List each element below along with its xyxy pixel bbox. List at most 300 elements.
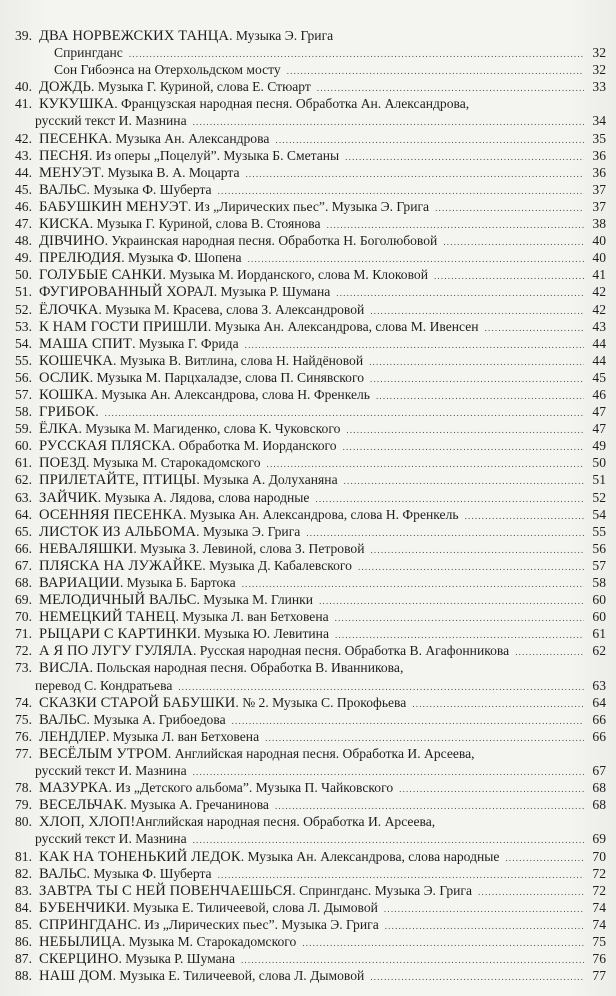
entry-title: СКЕРЦИНО bbox=[39, 951, 119, 968]
table-of-contents bbox=[15, 27, 606, 984]
toc-line bbox=[15, 523, 606, 540]
entry-continuation: русский текст И. Мазнина bbox=[35, 763, 187, 779]
page-number: 33 bbox=[592, 79, 606, 95]
dot-leader bbox=[376, 388, 584, 405]
entry-description: . Музыка Ан. Александрова bbox=[108, 130, 270, 146]
entry-description: . Музыка М. Глинки bbox=[196, 592, 314, 608]
dot-leader bbox=[435, 200, 584, 217]
entry-description: . Музыка М. Парцхаладзе, слова П. Синявского bbox=[89, 369, 365, 385]
toc-entry[interactable] bbox=[15, 779, 606, 796]
toc-line bbox=[15, 471, 606, 488]
entry-number: 51. bbox=[15, 284, 32, 300]
entry-title: КУКУШКА bbox=[39, 96, 115, 113]
toc-entry[interactable] bbox=[15, 659, 606, 693]
entry-number: 48. bbox=[15, 233, 32, 249]
toc-line bbox=[15, 933, 606, 950]
entry-description: . Музыка Ф. Шуберта bbox=[86, 181, 212, 197]
entry-title: А Я ПО ЛУГУ ГУЛЯЛА bbox=[39, 643, 193, 660]
page-number: 63 bbox=[592, 677, 606, 693]
dot-leader bbox=[412, 696, 584, 713]
toc-line bbox=[15, 283, 606, 300]
entry-title: КАК НА ТОНЕНЬКИЙ ЛЕДОК bbox=[39, 848, 241, 865]
toc-entry[interactable] bbox=[15, 283, 606, 300]
entry-title: СКАЗКИ СТАРОЙ БАБУШКИ bbox=[39, 694, 236, 711]
page-number: 67 bbox=[592, 763, 606, 779]
toc-entry[interactable] bbox=[15, 916, 606, 933]
entry-title: СПРИНГДАНС bbox=[39, 916, 138, 933]
entry-number: 86. bbox=[15, 933, 32, 949]
toc-entry[interactable] bbox=[15, 318, 606, 335]
entry-title: ЛЕНДЛЕР bbox=[39, 728, 106, 745]
entry-number: 76. bbox=[15, 728, 32, 744]
entry-number: 68. bbox=[15, 575, 32, 590]
toc-line bbox=[15, 694, 606, 711]
dot-leader bbox=[335, 610, 584, 627]
toc-entry[interactable] bbox=[15, 147, 606, 164]
page-number: 47 bbox=[592, 404, 606, 420]
page-number: 62 bbox=[592, 643, 606, 659]
entry-number: 55. bbox=[15, 352, 32, 368]
entry-description: . Музыка В. Витлина, слова Н. Найдёновой bbox=[113, 352, 364, 368]
entry-title: МЕНУЭТ bbox=[39, 164, 101, 181]
entry-number: 62. bbox=[15, 472, 32, 488]
toc-entry[interactable] bbox=[15, 694, 606, 711]
page-number: 69 bbox=[592, 831, 606, 847]
entry-title: ЁЛКА bbox=[39, 421, 79, 438]
toc-line bbox=[15, 386, 606, 403]
toc-continuation-line bbox=[15, 762, 606, 779]
page-number: 35 bbox=[592, 130, 606, 146]
entry-number: 46. bbox=[15, 198, 32, 214]
entry-description: . Музыка М. Иорданского, слова М. Клоковой bbox=[162, 267, 428, 283]
toc-line bbox=[15, 865, 606, 882]
page-number: 32 bbox=[592, 62, 606, 78]
entry-description: . Музыка А. Грибоедова bbox=[86, 711, 226, 727]
entry-description: . bbox=[95, 404, 99, 420]
toc-entry[interactable] bbox=[15, 471, 606, 488]
toc-entry[interactable] bbox=[15, 249, 606, 266]
page-number: 74 bbox=[592, 916, 606, 932]
entry-description: . Музыка М. Старокадомского bbox=[86, 455, 261, 471]
entry-description: . Музыка М. Магиденко, слова К. Чуковского bbox=[78, 421, 341, 437]
toc-entry[interactable] bbox=[15, 301, 606, 318]
page-number: 44 bbox=[592, 352, 606, 368]
entry-description: . Музыка Г. Куриной, слова Е. Стюарт bbox=[91, 79, 311, 95]
toc-entry[interactable] bbox=[15, 489, 606, 506]
entry-number: 82. bbox=[15, 865, 32, 881]
page-number: 40 bbox=[592, 233, 606, 249]
dot-leader bbox=[358, 559, 584, 576]
entry-title: ЁЛОЧКА bbox=[39, 301, 99, 318]
entry-number: 63. bbox=[15, 489, 32, 505]
toc-line bbox=[15, 301, 606, 318]
entry-title: РЫЦАРИ С КАРТИНКИ bbox=[39, 626, 198, 643]
entry-title: ДОЖДЬ bbox=[39, 79, 92, 96]
entry-description: . Музыка Ан. Александрова, слова Н. Френкель bbox=[182, 506, 459, 522]
entry-title: КОШКА bbox=[39, 386, 95, 403]
entry-number: 43. bbox=[15, 147, 32, 163]
toc-line bbox=[15, 420, 606, 437]
entry-description: . Английская народная песня. Обработка И. Арсеева, bbox=[167, 745, 475, 761]
toc-line bbox=[15, 403, 606, 420]
entry-continuation: перевод С. Кондратьева bbox=[35, 677, 173, 693]
page-number: 72 bbox=[592, 865, 606, 881]
dot-leader bbox=[485, 320, 584, 337]
page-number: 75 bbox=[592, 933, 606, 949]
entry-title: РУССКАЯ ПЛЯСКА bbox=[39, 438, 172, 455]
dot-leader bbox=[346, 422, 584, 439]
dot-leader bbox=[302, 935, 584, 952]
page-number: 66 bbox=[592, 711, 606, 727]
toc-line bbox=[15, 745, 606, 762]
entry-number: 61. bbox=[15, 455, 32, 471]
entry-title: ПЛЯСКА НА ЛУЖАЙКЕ bbox=[39, 557, 203, 574]
entry-title: ОСЛИК bbox=[39, 369, 90, 386]
page-number: 40 bbox=[592, 250, 606, 266]
page-number: 38 bbox=[592, 216, 606, 232]
dot-leader bbox=[370, 371, 584, 388]
toc-entry[interactable] bbox=[15, 557, 606, 574]
page-number: 74 bbox=[592, 899, 606, 915]
entry-number: 65. bbox=[15, 523, 32, 539]
toc-line bbox=[15, 728, 606, 745]
entry-number: 74. bbox=[15, 694, 32, 710]
toc-entry[interactable] bbox=[15, 27, 606, 78]
toc-line bbox=[15, 848, 606, 865]
dot-leader bbox=[399, 781, 584, 798]
entry-number: 79. bbox=[15, 797, 32, 813]
entry-number: 87. bbox=[15, 951, 32, 967]
entry-description: . Музыка З. Левиной, слова З. Петровой bbox=[133, 540, 365, 556]
dot-leader bbox=[319, 593, 584, 610]
dot-leader bbox=[478, 884, 584, 901]
toc-entry[interactable] bbox=[15, 95, 606, 129]
toc-subentry[interactable] bbox=[15, 61, 606, 78]
toc-entry[interactable] bbox=[15, 506, 606, 523]
page-number: 42 bbox=[592, 284, 606, 300]
entry-description: . Музыка Э. Грига bbox=[229, 28, 334, 43]
page-number: 52 bbox=[592, 489, 606, 505]
subentry-title: Сон Гибоэнса на Отерхольдском мосту bbox=[54, 62, 281, 78]
entry-continuation: русский текст И. Мазнина bbox=[35, 831, 187, 847]
page-number: 32 bbox=[592, 45, 606, 61]
toc-line bbox=[15, 198, 606, 215]
entry-title: ВЕСЕЛЬЧАК bbox=[39, 797, 124, 814]
entry-description: . Русская народная песня. Обработка В. Агафонникова bbox=[192, 643, 510, 659]
toc-subentry[interactable] bbox=[15, 44, 606, 61]
entry-title: ЗАЙЧИК bbox=[39, 489, 98, 506]
page-number: 34 bbox=[592, 113, 606, 129]
page-number: 47 bbox=[592, 421, 606, 437]
entry-title: ВАЛЬС bbox=[39, 865, 87, 882]
entry-title: НАШ ДОМ bbox=[39, 968, 113, 985]
toc-line bbox=[15, 642, 606, 659]
entry-description: . № 2. Музыка С. Прокофьева bbox=[235, 694, 407, 710]
entry-description: . Украинская народная песня. Обработка Н. Боголюбовой bbox=[104, 233, 438, 249]
toc-line bbox=[15, 335, 606, 352]
entry-description: . Музыка Г. Куриной, слова В. Стоянова bbox=[89, 216, 321, 232]
entry-number: 75. bbox=[15, 711, 32, 727]
entry-title: ПРЕЛЮДИЯ bbox=[39, 250, 122, 267]
entry-number: 73. bbox=[15, 660, 32, 676]
entry-description: . Музыка Ан. Александрова, слова М. Ивенсен bbox=[207, 318, 479, 334]
toc-entry[interactable] bbox=[15, 796, 606, 813]
entry-number: 53. bbox=[15, 318, 32, 334]
entry-number: 44. bbox=[15, 164, 32, 180]
toc-line bbox=[15, 249, 606, 266]
entry-number: 40. bbox=[15, 79, 32, 95]
toc-entry[interactable] bbox=[15, 232, 606, 249]
entry-description: . Музыка Ю. Левитина bbox=[197, 626, 329, 642]
entry-description: . Из „Лирических пьес”. Музыка Э. Грига bbox=[187, 198, 430, 214]
dot-leader bbox=[245, 166, 584, 183]
entry-description: Английская народная песня. Обработка И. Арсеева, bbox=[135, 814, 436, 830]
toc-continuation-line bbox=[15, 677, 606, 694]
entry-description: . Музыка Е. Тиличеевой, слова Л. Дымовой bbox=[126, 899, 378, 915]
entry-title: ЛИСТОК ИЗ АЛЬБОМА bbox=[39, 523, 197, 540]
entry-title: НЕМЕЦКИЙ ТАНЕЦ bbox=[39, 609, 176, 626]
entry-number: 56. bbox=[15, 369, 32, 385]
entry-description: . Музыка Е. Тиличеевой, слова Л. Дымовой bbox=[112, 968, 365, 984]
toc-entry[interactable] bbox=[15, 78, 606, 95]
entry-number: 50. bbox=[15, 267, 32, 283]
toc-entry[interactable] bbox=[15, 523, 606, 540]
entry-description: . Музыка Ан. Александрова, слова народные bbox=[240, 848, 500, 864]
toc-entry[interactable] bbox=[15, 540, 606, 557]
toc-entry[interactable] bbox=[15, 164, 606, 181]
toc-line bbox=[15, 95, 606, 112]
toc-line bbox=[15, 232, 606, 249]
entry-description: . Музыка А. Гречанинова bbox=[123, 797, 269, 813]
entry-number: 88. bbox=[15, 968, 32, 984]
entry-description: . Музыка Л. ван Бетховена bbox=[105, 728, 260, 744]
dot-leader bbox=[370, 542, 584, 559]
dot-leader bbox=[369, 354, 584, 371]
toc-entry[interactable] bbox=[15, 403, 606, 420]
toc-line bbox=[15, 352, 606, 369]
dot-leader bbox=[515, 644, 584, 661]
page-number: 68 bbox=[592, 780, 606, 796]
entry-number: 84. bbox=[15, 899, 32, 915]
toc-entry[interactable] bbox=[15, 967, 606, 984]
entry-description: . Музыка Г. Фрида bbox=[132, 335, 239, 351]
page-number: 36 bbox=[592, 164, 606, 180]
entry-description: . Музыка Д. Кабалевского bbox=[202, 557, 352, 573]
toc-entry[interactable] bbox=[15, 369, 606, 386]
page-number: 37 bbox=[592, 181, 606, 197]
toc-line bbox=[15, 369, 606, 386]
page-number: 50 bbox=[592, 455, 606, 471]
page-number: 46 bbox=[592, 386, 606, 402]
entry-title: ПЕСЕНКА bbox=[39, 130, 109, 147]
toc-line bbox=[15, 454, 606, 471]
page-number: 66 bbox=[592, 728, 606, 744]
entry-title: ЗАВТРА ТЫ С НЕЙ ПОВЕНЧАЕШЬСЯ bbox=[39, 882, 293, 899]
entry-title: ХЛОП, ХЛОП! bbox=[39, 814, 136, 831]
toc-line bbox=[15, 147, 606, 164]
entry-title: ВИСЛА bbox=[39, 660, 90, 677]
entry-title: ПЕСНЯ bbox=[39, 147, 89, 164]
entry-title: МАША СПИТ bbox=[39, 335, 133, 352]
toc-line bbox=[15, 215, 606, 232]
page-number: 51 bbox=[592, 472, 606, 488]
toc-entry[interactable] bbox=[15, 950, 606, 967]
toc-entry[interactable] bbox=[15, 386, 606, 403]
toc-line bbox=[15, 266, 606, 283]
entry-title: ВЕСЁЛЫМ УТРОМ bbox=[39, 745, 168, 762]
toc-entry[interactable] bbox=[15, 198, 606, 215]
page-number: 55 bbox=[592, 523, 606, 539]
entry-description: . Музыка Р. Шумана bbox=[118, 951, 235, 967]
page-number: 57 bbox=[592, 557, 606, 573]
toc-entry[interactable] bbox=[15, 591, 606, 608]
toc-entry[interactable] bbox=[15, 933, 606, 950]
toc-line bbox=[15, 78, 606, 95]
entry-continuation: русский текст И. Мазнина bbox=[35, 113, 187, 129]
toc-line bbox=[15, 27, 606, 44]
page-number: 60 bbox=[592, 609, 606, 625]
toc-line bbox=[15, 557, 606, 574]
entry-number: 70. bbox=[15, 609, 32, 625]
entry-title: НЕБЫЛИЦА bbox=[39, 933, 122, 950]
entry-number: 41. bbox=[15, 96, 32, 112]
toc-entry[interactable] bbox=[15, 608, 606, 625]
toc-entry[interactable] bbox=[15, 335, 606, 352]
page-number: 37 bbox=[592, 198, 606, 214]
toc-entry[interactable] bbox=[15, 130, 606, 147]
entry-number: 78. bbox=[15, 780, 32, 796]
toc-entry[interactable] bbox=[15, 848, 606, 865]
entry-title: МАЗУРКА bbox=[39, 780, 109, 797]
page-number: 49 bbox=[592, 438, 606, 454]
toc-line bbox=[15, 813, 606, 830]
toc-entry[interactable] bbox=[15, 437, 606, 454]
entry-title: ПРИЛЕТАЙТЕ, ПТИЦЫ bbox=[39, 472, 197, 489]
entry-description: . Музыка Л. ван Бетховена bbox=[175, 609, 329, 625]
entry-title: БАБУШКИН МЕНУЭТ bbox=[39, 198, 188, 215]
toc-line bbox=[15, 796, 606, 813]
entry-description: . Французская народная песня. Обработка Ан. Александрова, bbox=[114, 96, 470, 112]
entry-description: . Спрингданс. Музыка Э. Грига bbox=[292, 882, 473, 898]
entry-title: БУБЕНЧИКИ bbox=[39, 899, 127, 916]
page-number: 45 bbox=[592, 369, 606, 385]
toc-line bbox=[15, 181, 606, 198]
dot-leader bbox=[343, 439, 584, 456]
dot-leader bbox=[443, 234, 584, 251]
dot-leader bbox=[336, 285, 584, 302]
toc-line bbox=[15, 779, 606, 796]
toc-entry[interactable] bbox=[15, 625, 606, 642]
toc-entry[interactable] bbox=[15, 745, 606, 779]
dot-leader bbox=[287, 63, 584, 80]
toc-entry[interactable] bbox=[15, 728, 606, 745]
toc-line bbox=[15, 967, 606, 984]
toc-line bbox=[15, 164, 606, 181]
entry-number: 42. bbox=[15, 130, 32, 146]
entry-title: ГРИБОК bbox=[39, 404, 96, 421]
toc-entry[interactable] bbox=[15, 642, 606, 659]
entry-description: . Музыка Р. Шумана bbox=[213, 284, 331, 300]
entry-title: КОШЕЧКА bbox=[39, 352, 114, 369]
toc-entry[interactable] bbox=[15, 574, 606, 591]
toc-entry[interactable] bbox=[15, 899, 606, 916]
toc-line bbox=[15, 437, 606, 454]
entry-number: 52. bbox=[15, 301, 32, 317]
entry-number: 67. bbox=[15, 557, 32, 573]
page-number: 60 bbox=[592, 592, 606, 608]
toc-line bbox=[15, 540, 606, 557]
entry-description: . Музыка М. Старокадомского bbox=[121, 933, 297, 949]
toc-entry[interactable] bbox=[15, 266, 606, 283]
page-number: 42 bbox=[592, 301, 606, 317]
entry-number: 49. bbox=[15, 250, 32, 266]
toc-line bbox=[15, 506, 606, 523]
toc-continuation-line bbox=[15, 112, 606, 129]
page-number: 77 bbox=[592, 968, 606, 984]
dot-leader bbox=[232, 713, 584, 730]
toc-line bbox=[15, 711, 606, 728]
toc-entry[interactable] bbox=[15, 352, 606, 369]
toc-entry[interactable] bbox=[15, 813, 606, 847]
dot-leader bbox=[370, 969, 584, 986]
page-number: 36 bbox=[592, 147, 606, 163]
entry-number: 59. bbox=[15, 421, 32, 437]
entry-number: 66. bbox=[15, 540, 32, 556]
dot-leader bbox=[345, 149, 584, 166]
toc-entry[interactable] bbox=[15, 420, 606, 437]
toc-line bbox=[15, 489, 606, 506]
entry-title: ФУГИРОВАННЫЙ ХОРАЛ bbox=[39, 284, 214, 301]
entry-description: . Музыка Ан. Александрова, слова Н. Френкель bbox=[94, 386, 370, 402]
entry-number: 60. bbox=[15, 438, 32, 454]
toc-line bbox=[15, 882, 606, 899]
toc-line bbox=[15, 950, 606, 967]
page-number: 68 bbox=[592, 797, 606, 813]
page-number: 43 bbox=[592, 318, 606, 334]
toc-entry[interactable] bbox=[15, 181, 606, 198]
entry-title: ВАЛЬС bbox=[39, 711, 87, 728]
toc-entry[interactable] bbox=[15, 215, 606, 232]
page-number: 61 bbox=[592, 626, 606, 642]
page-number: 56 bbox=[592, 540, 606, 556]
page-number: 72 bbox=[592, 882, 606, 898]
toc-entry[interactable] bbox=[15, 454, 606, 471]
entry-description: . Музыка Ф. Шопена bbox=[121, 250, 242, 266]
toc-line bbox=[15, 625, 606, 642]
page-number: 44 bbox=[592, 335, 606, 351]
toc-entry[interactable] bbox=[15, 865, 606, 882]
entry-description: . Музыка А. Лядова, слова народные bbox=[97, 489, 310, 505]
entry-title: МЕЛОДИЧНЫЙ ВАЛЬС bbox=[39, 592, 197, 609]
entry-number: 81. bbox=[15, 848, 32, 864]
entry-description: . Музыка Ф. Шуберта bbox=[86, 865, 212, 881]
entry-number: 85. bbox=[15, 916, 32, 932]
toc-line bbox=[15, 318, 606, 335]
entry-description: . Музыка М. Красева, слова З. Александровой bbox=[98, 301, 365, 317]
entry-number: 54. bbox=[15, 335, 32, 351]
page-number: 41 bbox=[592, 267, 606, 283]
entry-description: . Обработка М. Иорданского bbox=[171, 438, 337, 454]
dot-leader bbox=[384, 901, 584, 918]
entry-description: . Из оперы „Поцелуй”. Музыка Б. Сметаны bbox=[88, 147, 340, 163]
toc-continuation-line bbox=[15, 830, 606, 847]
entry-number: 83. bbox=[15, 882, 32, 898]
entry-number: 47. bbox=[15, 216, 32, 232]
toc-entry[interactable] bbox=[15, 882, 606, 899]
toc-line bbox=[15, 608, 606, 625]
toc-entry[interactable] bbox=[15, 711, 606, 728]
entry-number: 69. bbox=[15, 592, 32, 608]
